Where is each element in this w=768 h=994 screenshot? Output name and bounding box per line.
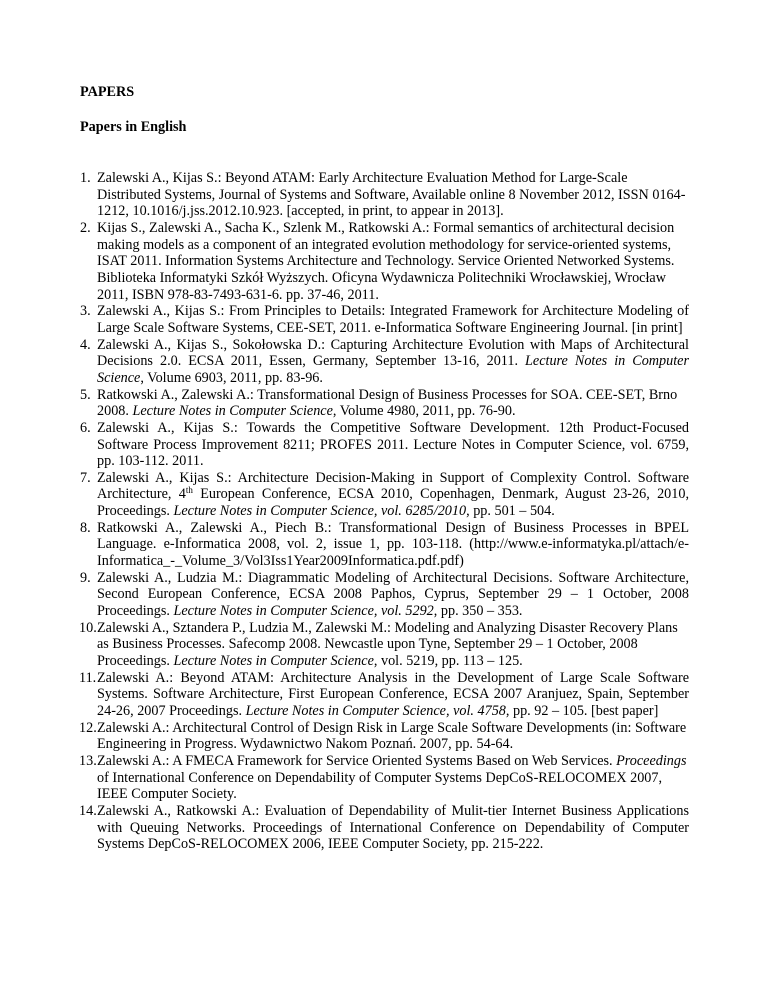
reference-item	[80, 520, 689, 570]
reference-venue: Lecture Notes in Computer Science	[97, 353, 689, 386]
reference-item	[80, 303, 689, 336]
reference-details: of International Conference on Dependability of Computer Systems DepCoS-RELOCOMEX 2007, IEEE Computer Society.	[97, 769, 663, 803]
reference-text: Zalewski A., Kijas S.: Towards the Competitive Software Development. 12th Product-Focused Software Process Improvement 8211; PROFES 2011. Lecture Notes in Computer Science, vol. 6759, pp. 103-112. 2011.	[97, 419, 689, 470]
reference-number: 10.	[79, 619, 97, 636]
reference-venue: Lecture Notes in Computer Science, vol. 4758	[245, 703, 506, 719]
reference-number: 4.	[80, 336, 91, 353]
reference-text: Kijas S., Zalewski A., Sacha K., Szlenk M., Ratkowski A.: Formal semantics of architectural decision making models as a component of an integrated evolution methodology for service-oriented systems, ISAT 2011. Information Systems Architecture and Technology. Service Oriented Networked Systems. Biblioteka Informatyki Szkół Wyższych. Oficyna Wydawnicza Politechniki Wrocławskiej, Wrocław 2011, ISBN 978-83-7493-631-6. pp. 37-46, 2011.	[97, 219, 675, 303]
reference-list	[80, 170, 689, 853]
reference-text: Zalewski A., Kijas S., Sokołowska D.: Capturing Architecture Evolution with Maps of Architectural Decisions 2.0. ECSA 2011, Essen, Germany, September 13-16, 2011.	[97, 336, 689, 370]
reference-details: , pp. 501 – 504.	[466, 503, 555, 520]
reference-number: 9.	[80, 569, 91, 586]
reference-item	[80, 470, 689, 520]
reference-number: 12.	[79, 719, 97, 736]
reference-number: 1.	[80, 170, 91, 186]
reference-venue: Lecture Notes in Computer Science, vol. 6285/2010	[173, 503, 467, 520]
reference-details: , Volume 6903, 2011, pp. 83-96.	[140, 369, 323, 386]
reference-number: 3.	[80, 303, 91, 320]
reference-details: , pp. 350 – 353.	[433, 603, 523, 620]
reference-number: 6.	[80, 419, 91, 436]
reference-text-cont: European Conference, ECSA 2010, Copenhagen, Denmark, August 23-26, 2010, Proceedings.	[97, 486, 689, 520]
reference-item	[80, 620, 689, 670]
reference-venue: Lecture Notes in Computer Science	[173, 653, 374, 670]
ordinal-suffix: th	[185, 485, 193, 496]
reference-text: Zalewski A.: Beyond ATAM: Architecture Analysis in the Development of Large Scale Software Systems. Software Architecture, First European Conference, ECSA 2007 Aranjuez, Spain, September 24-26, 2007 Proceedings.	[97, 669, 689, 719]
reference-number: 2.	[80, 219, 91, 236]
reference-text: Ratkowski A., Zalewski A., Piech B.: Transformational Design of Business Processes in BPEL Language. e-Informatica 2008, vol. 2, issue 1, pp. 103-118. (http://www.e-informatyka.pl/attach/e-Informatica_-_Volume_3/Vol3Iss1Year2009Informatica.pdf.pdf)	[97, 519, 689, 570]
reference-number: 11.	[79, 669, 97, 686]
reference-item	[80, 420, 689, 470]
reference-number: 7.	[80, 469, 91, 486]
reference-number: 5.	[80, 386, 91, 403]
reference-item	[80, 753, 689, 803]
reference-text: Ratkowski A., Zalewski A.: Transformational Design of Business Processes for SOA. CEE-SET, Brno 2008.	[97, 386, 678, 420]
reference-text: Zalewski A., Kijas S.: Architecture Decision-Making in Support of Complexity Control. Software Architecture, 4	[97, 469, 689, 503]
reference-text: Zalewski A.: A FMECA Framework for Service Oriented Systems Based on Web Services.	[97, 752, 617, 769]
reference-text: Zalewski A., Sztandera P., Ludzia M., Zalewski M.: Modeling and Analyzing Disaster Recovery Plans as Business Processes. Safecomp 2008. Newcastle upon Tyne, September 29 – 1 October, 2008 Proceedings.	[97, 619, 678, 670]
reference-item	[80, 170, 689, 220]
reference-text: Zalewski A.: Architectural Control of Design Risk in Large Scale Software Developments (in: Software Engineering in Progress. Wydawnictwo Nakom Poznań. 2007, pp. 54-64.	[97, 719, 687, 753]
reference-number: 14.	[79, 802, 97, 819]
section-heading: PAPERS	[80, 84, 135, 100]
reference-item	[80, 387, 689, 420]
reference-item	[80, 570, 689, 620]
reference-number: 8.	[80, 519, 91, 536]
reference-text: Zalewski A., Kijas S.: Beyond ATAM: Early Architecture Evaluation Method for Large-Scale Distributed Systems, Journal of Systems and Software, Available online 8 November 2012, ISSN 0164-1212, 10.1016/j.jss.2012.10.923. [accepted, in print, to appear in 2013].	[97, 170, 686, 220]
reference-number: 13.	[79, 752, 97, 769]
subsection-heading: Papers in English	[80, 119, 187, 135]
reference-text: Zalewski A., Kijas S.: From Principles to Details: Integrated Framework for Architecture Modeling of Large Scale Software Systems, CEE-SET, 2011. e-Informatica Software Engineering Journal. [in print]	[97, 303, 689, 336]
reference-text: Zalewski A., Ratkowski A.: Evaluation of Dependability of Mulit-tier Internet Business Applications with Queuing Networks. Proceedings of International Conference on Dependability of Computer Systems DepCoS-RELOCOMEX 2006, IEEE Computer Society, pp. 215-222.	[97, 802, 689, 853]
reference-item	[80, 670, 689, 720]
reference-details: , Volume 4980, 2011, pp. 76-90.	[332, 403, 516, 420]
reference-details: , vol. 5219, pp. 113 – 125.	[373, 653, 523, 670]
reference-text: Zalewski A., Ludzia M.: Diagrammatic Modeling of Architectural Decisions. Software Architecture, Second European Conference, ECSA 2008 Paphos, Cyprus, September 29 – 1 October, 2008 Proceedings.	[97, 569, 689, 620]
reference-item	[80, 803, 689, 853]
reference-venue: Proceedings	[616, 752, 687, 769]
reference-details: , pp. 92 – 105. [best paper]	[505, 703, 659, 719]
reference-venue: Lecture Notes in Computer Science, vol. 5292	[173, 603, 434, 620]
reference-item	[80, 337, 689, 387]
reference-item	[80, 220, 689, 303]
reference-item	[80, 720, 689, 753]
reference-venue: Lecture Notes in Computer Science	[132, 403, 333, 420]
